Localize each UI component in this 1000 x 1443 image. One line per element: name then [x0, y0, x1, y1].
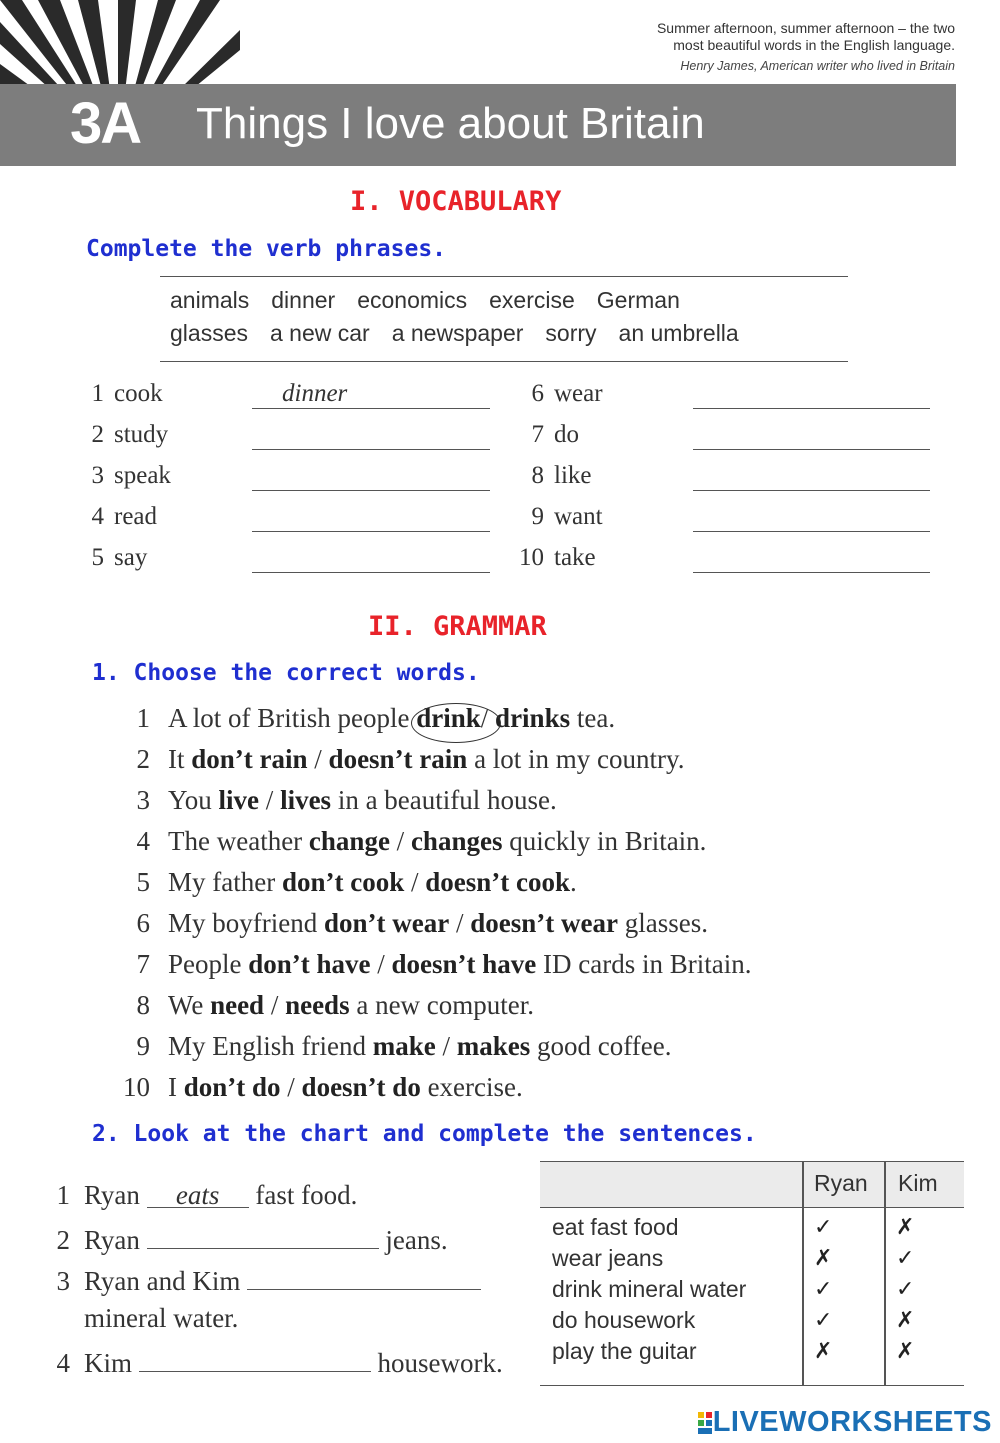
option-1[interactable]: don’t rain	[191, 744, 308, 774]
sentence-subject: Kim	[84, 1348, 133, 1378]
item-verb: say	[114, 544, 148, 571]
kim-mark: ✗	[896, 1307, 915, 1332]
item-verb: like	[554, 462, 592, 489]
separator: /	[307, 744, 329, 774]
item-number: 5	[91, 544, 104, 571]
activity-label: play the guitar	[552, 1338, 697, 1364]
quote-author: Henry James, American writer who lived in Britain	[680, 59, 955, 73]
item-number: 4	[91, 503, 104, 530]
sentence-item	[50, 1180, 357, 1211]
ryan-mark: ✓	[814, 1307, 833, 1332]
grammar-item	[115, 703, 615, 734]
item-number: 4	[136, 826, 150, 856]
option-1[interactable]: make	[372, 1031, 436, 1061]
sentence-text: You	[168, 785, 219, 815]
separator: /	[480, 703, 496, 733]
item-number: 3	[136, 785, 150, 815]
item-number: 10	[519, 544, 544, 571]
answer-blank[interactable]: eats	[147, 1180, 249, 1208]
item-number: 8	[531, 462, 544, 489]
option-2[interactable]: doesn’t have	[391, 949, 537, 979]
answer-blank[interactable]	[252, 503, 490, 532]
grammar-item	[115, 908, 708, 939]
sentence-text: People	[168, 949, 249, 979]
sentence-continuation: mineral water.	[84, 1303, 239, 1333]
item-verb: do	[554, 421, 579, 448]
sentence-subject: Ryan and Kim	[84, 1266, 241, 1296]
option-1[interactable]: don’t cook	[281, 867, 405, 897]
sentence-item	[50, 1344, 503, 1379]
option-label: drink	[416, 703, 481, 733]
item-number: 1	[56, 1180, 70, 1210]
answer-blank[interactable]	[693, 421, 930, 450]
header-quote	[657, 20, 955, 73]
sentence-item	[50, 1262, 481, 1297]
option-1[interactable]: don’t have	[248, 949, 371, 979]
separator: /	[449, 908, 471, 938]
unit-number: 3A	[70, 91, 141, 156]
word-row	[170, 320, 761, 347]
kim-mark: ✗	[896, 1214, 915, 1239]
answer-blank[interactable]	[693, 503, 930, 532]
sentence-text: in a beautiful house.	[331, 785, 557, 815]
option-2[interactable]: makes	[456, 1031, 531, 1061]
sentence-subject: Ryan	[84, 1180, 140, 1210]
column-header-ryan: Ryan	[814, 1170, 868, 1196]
option-2[interactable]: lives	[280, 785, 332, 815]
separator: /	[389, 826, 411, 856]
table-row	[540, 1214, 964, 1245]
sentence-text: ID cards in Britain.	[536, 949, 752, 979]
sentence-text: My father	[168, 867, 282, 897]
answer-blank[interactable]	[139, 1344, 371, 1372]
item-verb: take	[554, 544, 596, 571]
item-number: 9	[531, 503, 544, 530]
separator: /	[264, 990, 286, 1020]
sentence-text: I	[168, 1072, 184, 1102]
answer-blank[interactable]	[252, 462, 490, 491]
answer-blank[interactable]	[693, 380, 930, 409]
table-row	[540, 1276, 964, 1307]
option-2[interactable]: needs	[285, 990, 350, 1020]
word-box	[160, 276, 848, 362]
item-verb: wear	[554, 380, 603, 407]
option-1[interactable]: don’t wear	[323, 908, 450, 938]
ryan-mark: ✓	[814, 1214, 833, 1239]
answer-blank[interactable]	[693, 544, 930, 573]
kim-mark: ✓	[896, 1245, 915, 1270]
item-verb: cook	[114, 380, 163, 407]
page-title: Things I love about Britain	[196, 99, 705, 148]
column-header-kim: Kim	[898, 1170, 938, 1196]
grammar-item	[115, 1031, 671, 1062]
item-number: 2	[91, 421, 104, 448]
sentence-end: jeans.	[385, 1225, 448, 1255]
sentence-end: housework.	[377, 1348, 503, 1378]
option-1[interactable]: need	[210, 990, 265, 1020]
item-number: 6	[531, 380, 544, 407]
grammar-item	[115, 990, 534, 1021]
option-2[interactable]: changes	[410, 826, 503, 856]
sentence-text: My English friend	[168, 1031, 373, 1061]
answer-blank[interactable]	[247, 1262, 481, 1290]
word: economics	[357, 287, 468, 313]
item-number: 1	[91, 380, 104, 407]
answer-blank[interactable]	[252, 421, 490, 450]
grammar-part2-instruction: 2. Look at the chart and complete the sentences.	[92, 1121, 757, 1147]
sentence-text: exercise.	[420, 1072, 523, 1102]
word: a new car	[269, 320, 370, 346]
sentence-text: quickly in Britain.	[502, 826, 707, 856]
word: exercise	[489, 287, 575, 313]
activity-label: eat fast food	[552, 1214, 679, 1240]
word: a newspaper	[391, 320, 524, 346]
option-2[interactable]: drinks	[495, 703, 571, 733]
grammar-item	[115, 744, 685, 775]
separator: /	[259, 785, 281, 815]
table-row	[540, 1338, 964, 1369]
word: an umbrella	[618, 320, 739, 346]
separator: /	[404, 867, 426, 897]
item-number: 2	[136, 744, 150, 774]
item-number: 7	[136, 949, 150, 979]
answer-blank[interactable]	[693, 462, 930, 491]
item-number: 6	[136, 908, 150, 938]
vocabulary-instruction: Complete the verb phrases.	[86, 236, 447, 262]
answer-blank[interactable]: dinner	[252, 380, 490, 409]
word: German	[596, 287, 680, 313]
option-2[interactable]: doesn’t rain	[328, 744, 468, 774]
sentence-text: .	[570, 867, 577, 897]
sentence-end: fast food.	[255, 1180, 358, 1210]
grammar-item	[115, 1072, 523, 1103]
sentence-text: good coffee.	[530, 1031, 672, 1061]
sentence-text: a new computer.	[349, 990, 535, 1020]
item-number: 3	[56, 1266, 70, 1296]
answer-blank[interactable]	[252, 544, 490, 573]
table-row	[540, 1245, 964, 1276]
answer-blank[interactable]	[147, 1221, 379, 1249]
item-number: 9	[136, 1031, 150, 1061]
sentence-text: The weather	[168, 826, 309, 856]
sentence-item	[50, 1221, 448, 1256]
grammar-item	[115, 949, 752, 980]
kim-mark: ✗	[896, 1338, 915, 1363]
item-verb: read	[114, 503, 158, 530]
quote-line: Summer afternoon, summer afternoon – the two	[656, 20, 955, 36]
activity-label: wear jeans	[552, 1245, 664, 1271]
kim-mark: ✓	[896, 1276, 915, 1301]
option-1[interactable]: live	[218, 785, 260, 815]
grammar-item	[115, 826, 706, 857]
chart-table	[540, 1161, 964, 1386]
separator: /	[370, 949, 392, 979]
grammar-part1-instruction: 1. Choose the correct words.	[92, 660, 480, 686]
word: dinner	[271, 287, 336, 313]
option-2[interactable]: doesn’t do	[301, 1072, 421, 1102]
sentence-text: A lot of British people	[168, 703, 417, 733]
option-1[interactable]: change	[308, 826, 390, 856]
vocabulary-heading: I. VOCABULARY	[350, 186, 562, 217]
item-number: 10	[123, 1072, 150, 1102]
grammar-heading: II. GRAMMAR	[368, 611, 547, 642]
table-header	[540, 1162, 964, 1208]
item-verb: speak	[114, 462, 171, 489]
circle-mark	[411, 703, 501, 743]
title-banner	[0, 84, 956, 166]
item-verb: want	[554, 503, 603, 530]
activity-label: do housework	[552, 1307, 696, 1333]
quote-line: most beautiful words in the English language.	[673, 37, 955, 53]
word: animals	[170, 287, 250, 313]
grammar-item	[115, 785, 557, 816]
word: sorry	[545, 320, 597, 346]
item-number: 1	[136, 703, 150, 733]
option-2[interactable]: doesn’t wear	[470, 908, 618, 938]
sentence-text: tea.	[570, 703, 616, 733]
separator: /	[280, 1072, 302, 1102]
option-1[interactable]	[416, 703, 481, 733]
sentence-text: glasses.	[617, 908, 708, 938]
word: glasses	[170, 320, 248, 346]
option-2[interactable]: doesn’t cook	[425, 867, 571, 897]
word-row	[170, 287, 702, 314]
separator: /	[435, 1031, 457, 1061]
option-1[interactable]: don’t do	[183, 1072, 281, 1102]
sentence-text: We	[168, 990, 211, 1020]
item-number: 5	[136, 867, 150, 897]
table-row	[540, 1307, 964, 1338]
sentence-text: My boyfriend	[168, 908, 324, 938]
ryan-mark: ✓	[814, 1276, 833, 1301]
sentence-text: It	[168, 744, 192, 774]
item-number: 2	[56, 1225, 70, 1255]
item-number: 7	[531, 421, 544, 448]
item-number: 3	[91, 462, 104, 489]
liveworksheets-logo: LIVEWORKSHEETS	[712, 1406, 992, 1438]
item-number: 4	[56, 1348, 70, 1378]
sentence-text: a lot in my country.	[467, 744, 685, 774]
item-number: 8	[136, 990, 150, 1020]
ryan-mark: ✗	[814, 1338, 833, 1363]
item-verb: study	[114, 421, 169, 448]
ryan-mark: ✗	[814, 1245, 833, 1270]
sentence-subject: Ryan	[84, 1225, 140, 1255]
grammar-item	[115, 867, 577, 898]
activity-label: drink mineral water	[552, 1276, 747, 1302]
